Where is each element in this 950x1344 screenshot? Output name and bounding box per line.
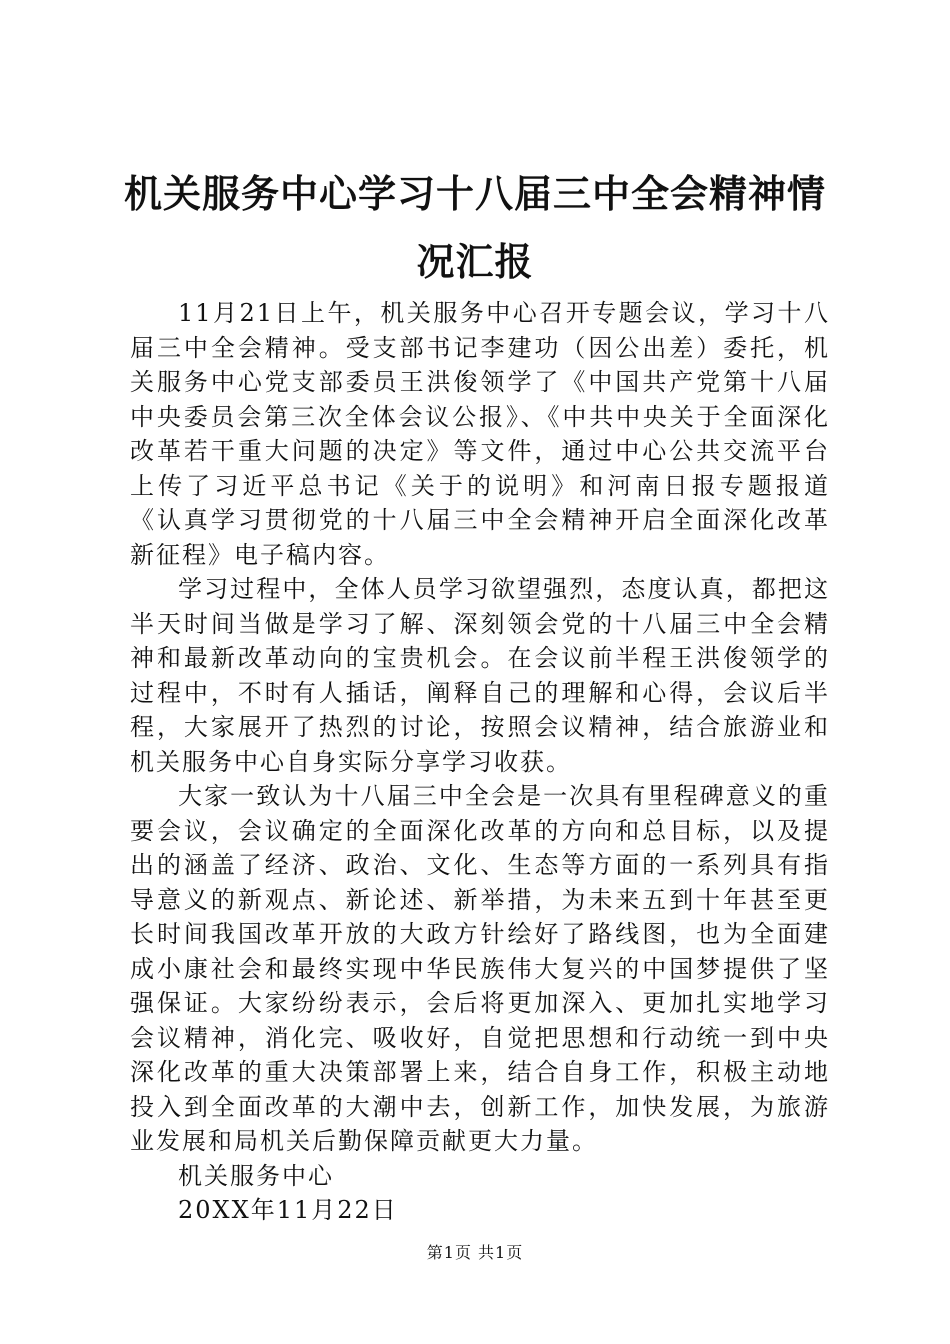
document-body [130,296,830,1228]
page-footer: 第1页 共1页 [426,1243,524,1262]
signature-organization: 机关服务中心 [178,1161,334,1190]
paragraph-2: 学习过程中，全体人员学习欲望强烈，态度认真，都把这半天时间当做是学习了解、深刻领会党的十八届三中全会精神和最新改革动向的宝贵机会。在会议前半程王洪俊领学的过程中，不时有人插话，阐释自己的理解和心得，会议后半程，大家展开了热烈的讨论，按照会议精神，结合旅游业和机关服务中心自身实际分享学习收获。 [130,575,830,776]
paragraph-1: 11月21日上午，机关服务中心召开专题会议，学习十八届三中全会精神。受支部书记李建功（因公出差）委托，机关服务中心党支部委员王洪俊领学了《中国共产党第十八届中央委员会第三次全体会议公报》、《中共中央关于全面深化改革若干重大问题的决定》等文件，通过中心公共交流平台上传了习近平总书记《关于的说明》和河南日报专题报道《认真学习贯彻党的十八届三中全会精神开启全面深化改革新征程》电子稿内容。 [130,299,830,569]
signature-date: 20XX年11月22日 [178,1196,398,1224]
paragraph-3: 大家一致认为十八届三中全会是一次具有里程碑意义的重要会议，会议确定的全面深化改革的方向和总目标，以及提出的涵盖了经济、政治、文化、生态等方面的一系列具有指导意义的新观点、新论述、新举措，为未来五到十年甚至更长时间我国改革开放的大政方针绘好了路线图，也为全面建成小康社会和最终实现中华民族伟大复兴的中国梦提供了坚强保证。大家纷纷表示，会后将更加深入、更加扎实地学习会议精神，消化完、吸收好，自觉把思想和行动统一到中央深化改革的重大决策部署上来，结合自身工作，积极主动地投入到全面改革的大潮中去，创新工作，加快发展，为旅游业发展和局机关后勤保障贡献更大力量。 [130,782,830,1155]
document-title: 机关服务中心学习十八届三中全会精神情况汇报 [123,172,826,284]
